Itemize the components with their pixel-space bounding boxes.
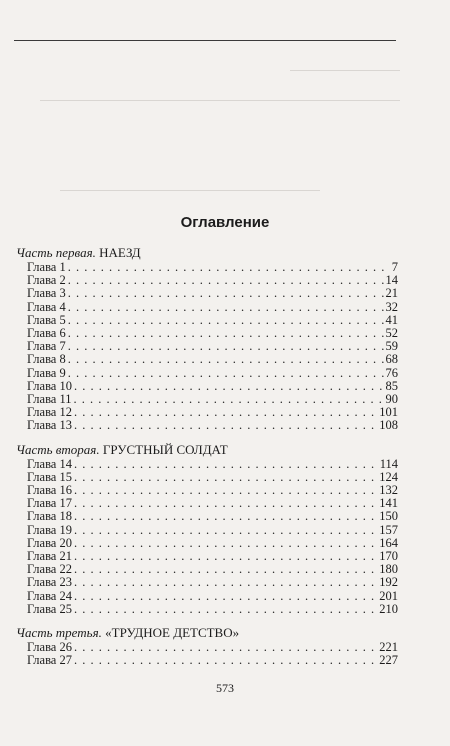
chapter-page: 227 <box>379 653 398 668</box>
toc-entry <box>16 314 398 327</box>
chapter-page: 7 <box>391 260 398 274</box>
bleed-through-mark <box>60 190 320 191</box>
chapter-label: Глава 1 <box>27 260 66 274</box>
dot-leader <box>74 550 377 563</box>
toc-entry <box>16 393 398 406</box>
dot-leader <box>74 563 377 576</box>
chapter-label: Глава 3 <box>27 286 66 301</box>
dot-leader <box>74 654 377 667</box>
chapter-label: Глава 5 <box>27 312 66 327</box>
chapter-page: 170 <box>379 549 398 564</box>
toc-heading: Оглавление <box>180 214 270 231</box>
toc-entry <box>16 419 398 432</box>
chapter-label: Глава 23 <box>27 575 72 590</box>
bleed-through-mark <box>40 100 400 101</box>
toc-entry <box>16 406 398 419</box>
chapter-page: 192 <box>379 575 398 590</box>
toc-entry <box>16 340 398 353</box>
chapter-page: 124 <box>379 469 398 484</box>
page-number: 573 <box>216 681 234 695</box>
toc-entry <box>16 641 398 654</box>
part-title: ГРУСТНЫЙ СОЛДАТ <box>102 441 228 457</box>
toc-entry <box>16 576 398 589</box>
dot-leader <box>68 340 384 353</box>
part-prefix: Часть третья. <box>16 625 102 641</box>
chapter-page: 114 <box>379 456 398 471</box>
table-of-contents <box>16 245 398 676</box>
part-title: «ТРУДНОЕ ДЕТСТВО» <box>105 625 240 641</box>
chapter-list <box>16 641 398 667</box>
chapter-label: Глава 8 <box>27 352 66 367</box>
toc-entry <box>16 327 398 340</box>
toc-entry <box>16 274 398 287</box>
chapter-page: 59 <box>385 339 398 354</box>
chapter-label: Глава 12 <box>27 405 72 420</box>
chapter-page: 164 <box>379 535 398 550</box>
chapter-page: 21 <box>385 286 398 301</box>
chapter-list <box>16 261 398 433</box>
toc-entry <box>16 510 398 523</box>
chapter-label: Глава 16 <box>27 483 72 498</box>
toc-entry <box>16 603 398 616</box>
header-rule <box>14 40 396 41</box>
toc-entry <box>16 537 398 550</box>
chapter-page: 180 <box>379 562 398 577</box>
toc-entry <box>16 380 398 393</box>
chapter-label: Глава 22 <box>27 562 72 577</box>
dot-leader <box>68 314 384 327</box>
chapter-label: Глава 2 <box>27 273 66 288</box>
toc-entry <box>16 590 398 603</box>
dot-leader <box>74 510 377 523</box>
toc-entry <box>16 287 398 300</box>
chapter-page: 76 <box>385 365 398 380</box>
toc-entry <box>16 458 398 471</box>
dot-leader <box>68 353 384 366</box>
chapter-label: Глава 7 <box>27 339 66 354</box>
dot-leader <box>68 367 384 380</box>
chapter-page: 52 <box>385 326 398 341</box>
toc-entry <box>16 261 398 274</box>
chapter-label: Глава 27 <box>27 653 72 668</box>
toc-entry <box>16 367 398 380</box>
dot-leader <box>74 484 377 497</box>
chapter-label: Глава 20 <box>27 535 72 550</box>
chapter-label: Глава 15 <box>27 469 72 484</box>
part-heading <box>16 625 398 641</box>
dot-leader <box>74 524 377 537</box>
toc-entry <box>16 484 398 497</box>
chapter-label: Глава 6 <box>27 326 66 341</box>
dot-leader <box>74 471 377 484</box>
dot-leader <box>68 274 384 287</box>
chapter-page: 108 <box>379 418 398 433</box>
dot-leader <box>68 301 384 314</box>
toc-entry <box>16 563 398 576</box>
chapter-label: Глава 4 <box>27 299 66 314</box>
dot-leader <box>68 327 384 340</box>
chapter-page: 210 <box>379 601 398 616</box>
chapter-list <box>16 458 398 616</box>
toc-entry <box>16 301 398 314</box>
dot-leader <box>74 641 377 654</box>
chapter-page: 101 <box>379 405 398 420</box>
chapter-label: Глава 25 <box>27 601 72 616</box>
toc-entry <box>16 524 398 537</box>
dot-leader <box>74 393 384 406</box>
toc-entry <box>16 353 398 366</box>
chapter-label: Глава 13 <box>27 418 72 433</box>
chapter-page: 41 <box>385 312 398 327</box>
dot-leader <box>74 603 377 616</box>
dot-leader <box>68 287 384 300</box>
dot-leader <box>74 497 377 510</box>
chapter-label: Глава 26 <box>27 640 72 655</box>
dot-leader <box>74 537 377 550</box>
chapter-page: 68 <box>385 352 398 367</box>
chapter-label: Глава 24 <box>27 588 72 603</box>
chapter-page: 132 <box>379 483 398 498</box>
chapter-page: 85 <box>385 378 398 393</box>
chapter-page: 90 <box>385 392 398 407</box>
toc-entry <box>16 497 398 510</box>
chapter-page: 141 <box>379 496 398 511</box>
part-prefix: Часть вторая. <box>16 441 100 457</box>
part-heading <box>16 245 398 261</box>
chapter-page: 201 <box>379 588 398 603</box>
chapter-label: Глава 21 <box>27 549 72 564</box>
chapter-label: Глава 10 <box>27 378 72 393</box>
dot-leader <box>68 261 390 274</box>
dot-leader <box>74 419 377 432</box>
chapter-label: Глава 18 <box>27 509 72 524</box>
dot-leader <box>74 380 384 393</box>
bleed-through-mark <box>290 70 400 71</box>
chapter-page: 157 <box>379 522 398 537</box>
dot-leader <box>74 590 377 603</box>
chapter-page: 150 <box>379 509 398 524</box>
dot-leader <box>74 406 377 419</box>
chapter-page: 221 <box>379 640 398 655</box>
chapter-page: 14 <box>385 273 398 288</box>
dot-leader <box>74 576 377 589</box>
chapter-label: Глава 17 <box>27 496 72 511</box>
chapter-label: Глава 11 <box>27 392 72 407</box>
chapter-label: Глава 14 <box>27 456 72 471</box>
chapter-page: 32 <box>385 299 398 314</box>
part-prefix: Часть первая. <box>16 245 96 260</box>
chapter-label: Глава 19 <box>27 522 72 537</box>
part-heading <box>16 442 398 458</box>
chapter-label: Глава 9 <box>27 365 66 380</box>
dot-leader <box>74 458 378 471</box>
part-title: НАЕЗД <box>99 245 141 260</box>
toc-entry <box>16 471 398 484</box>
toc-entry <box>16 654 398 667</box>
toc-entry <box>16 550 398 563</box>
